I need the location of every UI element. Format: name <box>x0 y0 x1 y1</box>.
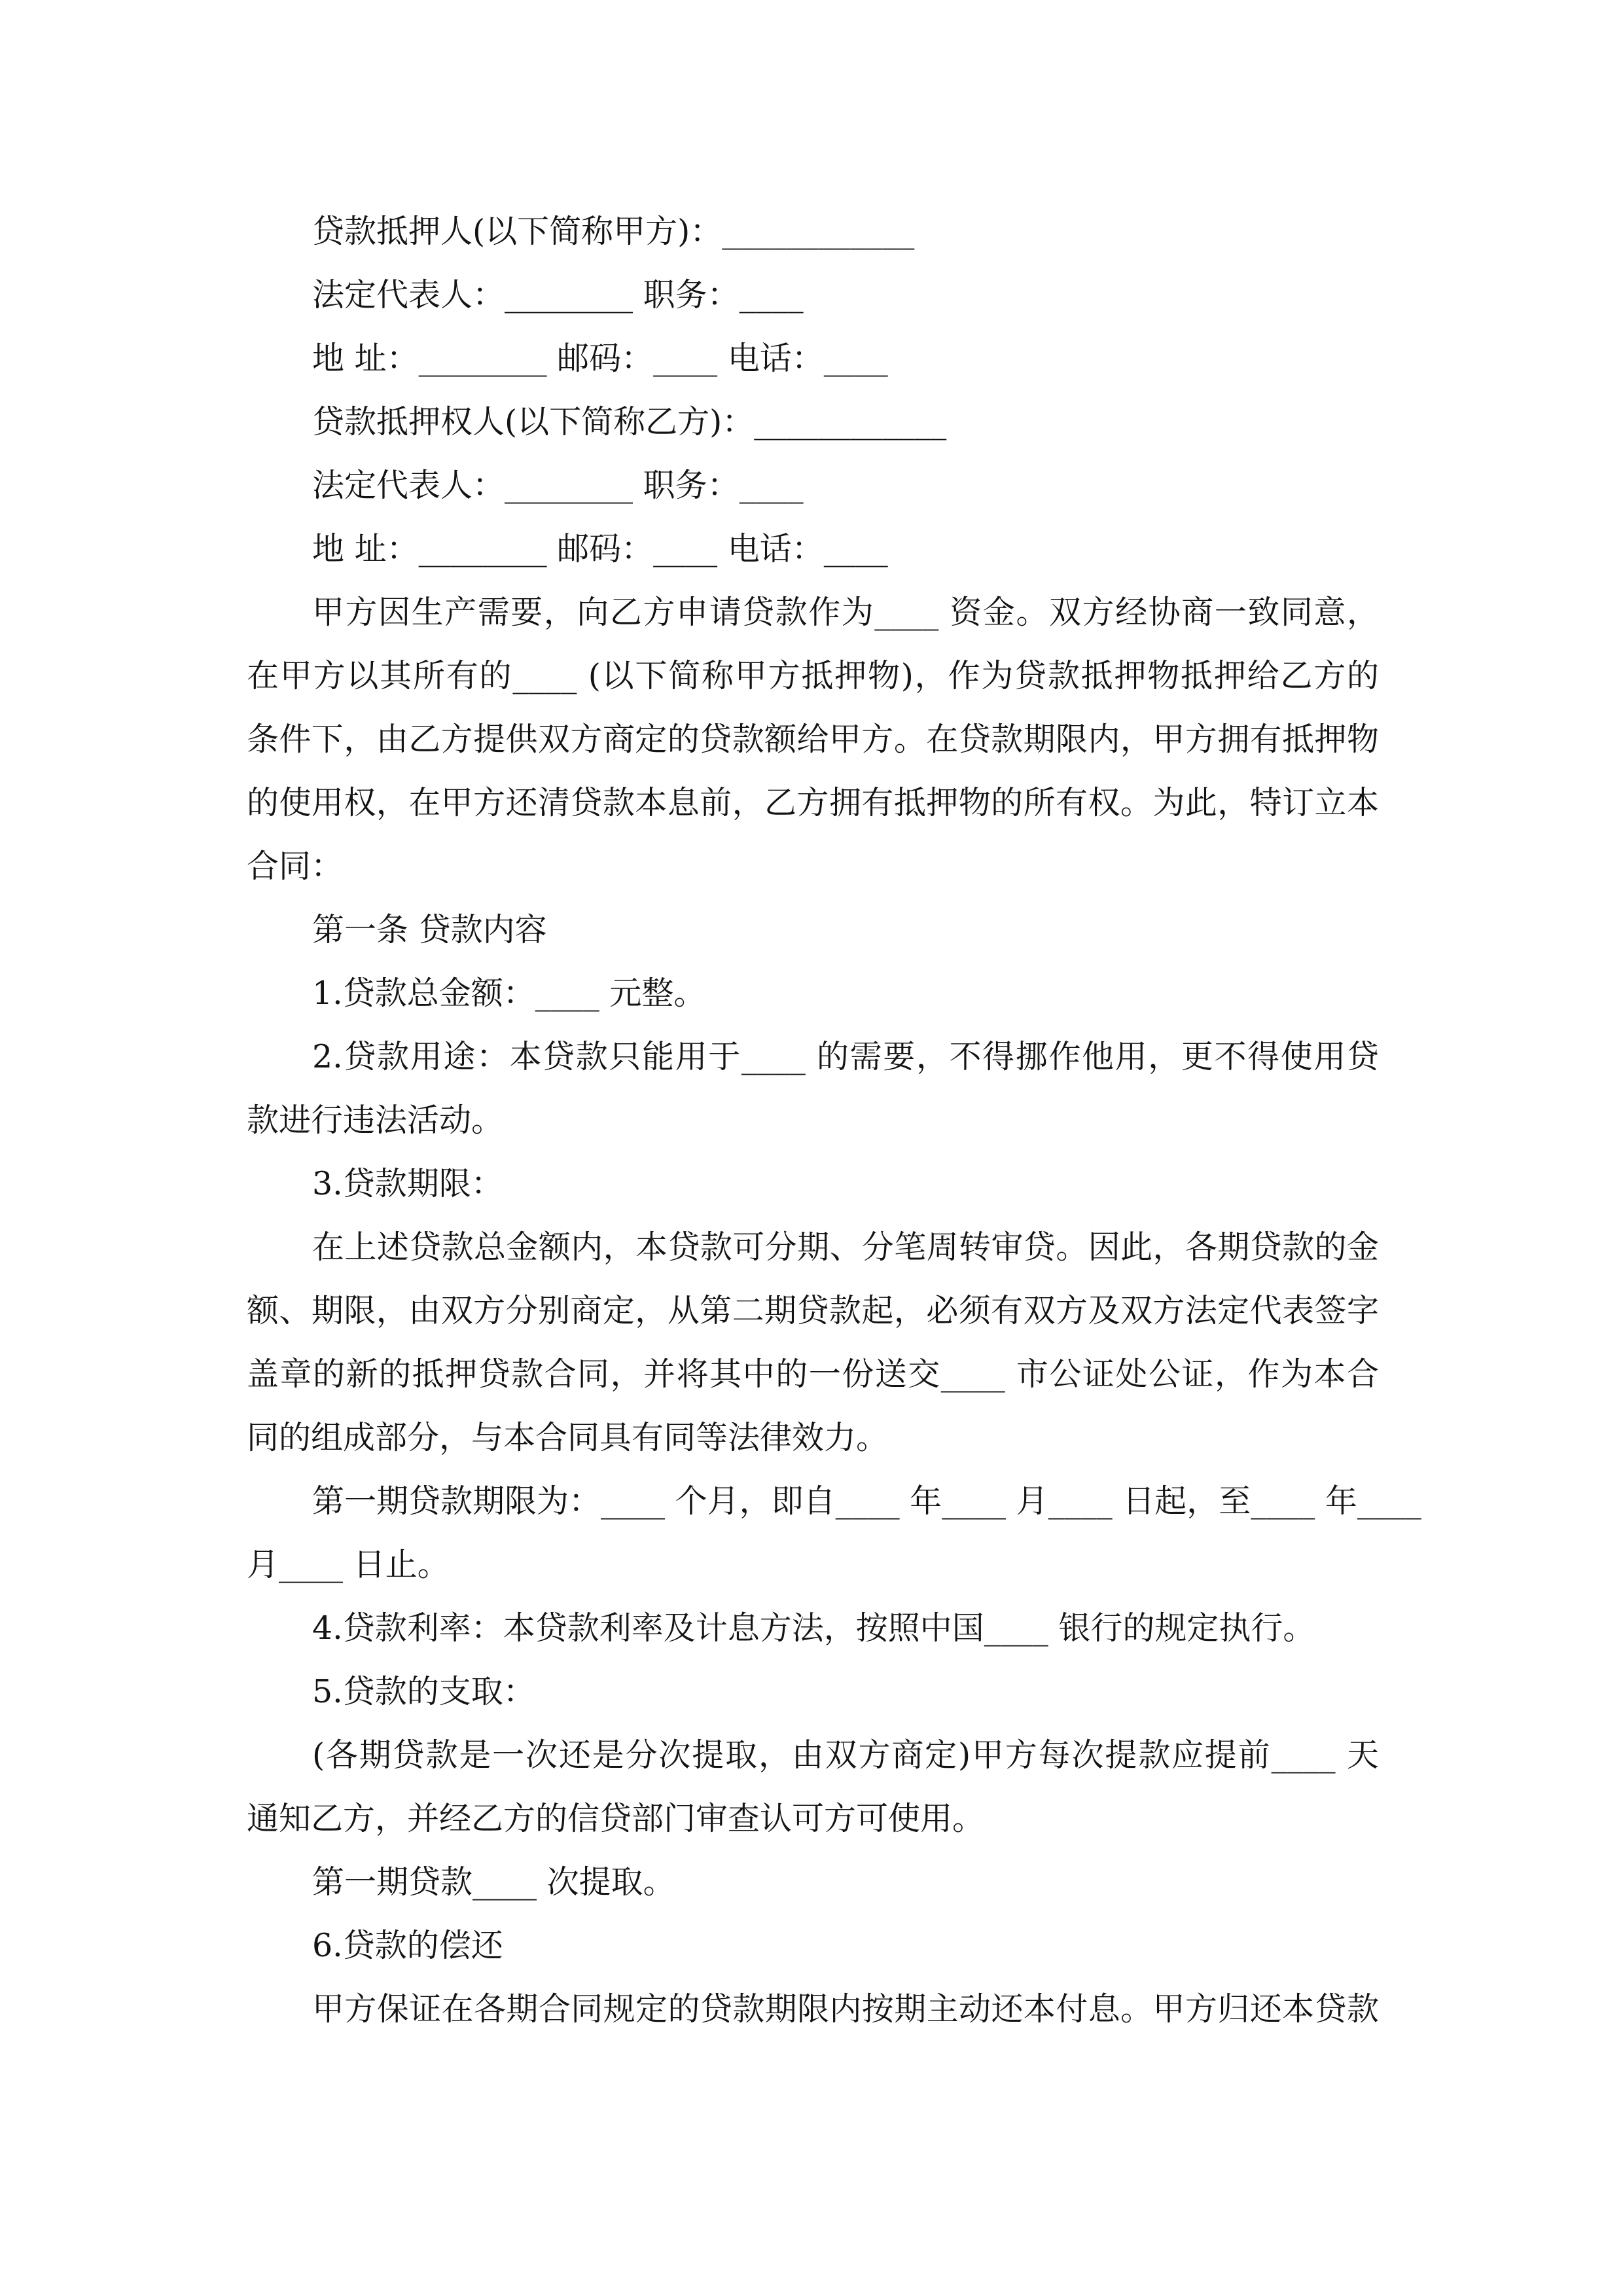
text-line: 法定代表人：________ 职务：____ <box>312 467 804 504</box>
text-line: 合同： <box>247 848 344 885</box>
text-line: 2.贷款用途：本贷款只能用于____ 的需要，不得挪作他用，更不得使用贷 <box>312 1038 1379 1075</box>
text-line: 法定代表人：________ 职务：____ <box>312 276 804 314</box>
text-line: 贷款抵押人(以下简称甲方)：____________ <box>312 213 915 250</box>
text-line: 6.贷款的偿还 <box>312 1927 503 1964</box>
text-line: 的使用权，在甲方还清贷款本息前，乙方拥有抵押物的所有权。为此，特订立本 <box>247 784 1379 821</box>
text-line: 甲方保证在各期合同规定的贷款期限内按期主动还本付息。甲方归还本贷款 <box>312 1990 1379 2028</box>
text-line: 通知乙方，并经乙方的信贷部门审查认可方可使用。 <box>247 1800 985 1837</box>
text-line: 第一期贷款期限为：____ 个月，即自____ 年____ 月____ 日起，至____ 年____ <box>312 1482 1421 1520</box>
text-line: 1.贷款总金额：____ 元整。 <box>312 975 706 1012</box>
text-line: 月____ 日止。 <box>247 1546 450 1583</box>
text-line: 款进行违法活动。 <box>247 1102 504 1139</box>
text-line: 地 址：________ 邮码：____ 电话：____ <box>312 340 888 377</box>
text-line: 额、期限，由双方分别商定，从第二期贷款起，必须有双方及双方法定代表签字 <box>247 1292 1379 1329</box>
text-line: 3.贷款期限： <box>312 1165 503 1202</box>
section-heading: 第一条 贷款内容 <box>312 911 547 948</box>
text-line: 5.贷款的支取： <box>312 1673 535 1710</box>
text-line: 地 址：________ 邮码：____ 电话：____ <box>312 530 888 567</box>
text-line: 在上述贷款总金额内，本贷款可分期、分笔周转审贷。因此，各期贷款的金 <box>312 1229 1379 1266</box>
text-line: 甲方因生产需要，向乙方申请贷款作为____ 资金。双方经协商一致同意， <box>312 594 1379 631</box>
text-line: 在甲方以其所有的____ (以下简称甲方抵押物)，作为贷款抵押物抵押给乙方的 <box>247 657 1379 694</box>
text-line: (各期贷款是一次还是分次提取，由双方商定)甲方每次提款应提前____ 天 <box>312 1736 1379 1774</box>
text-line: 盖章的新的抵押贷款合同，并将其中的一份送交____ 市公证处公证，作为本合 <box>247 1355 1379 1393</box>
text-line: 条件下，由乙方提供双方商定的贷款额给甲方。在贷款期限内，甲方拥有抵押物 <box>247 721 1379 758</box>
text-line: 贷款抵押权人(以下简称乙方)：____________ <box>312 403 947 440</box>
text-line: 第一期贷款____ 次提取。 <box>312 1863 675 1901</box>
text-line: 4.贷款利率：本贷款利率及计息方法，按照中国____ 银行的规定执行。 <box>312 1609 1315 1647</box>
text-line: 同的组成部分，与本合同具有同等法律效力。 <box>247 1419 889 1456</box>
